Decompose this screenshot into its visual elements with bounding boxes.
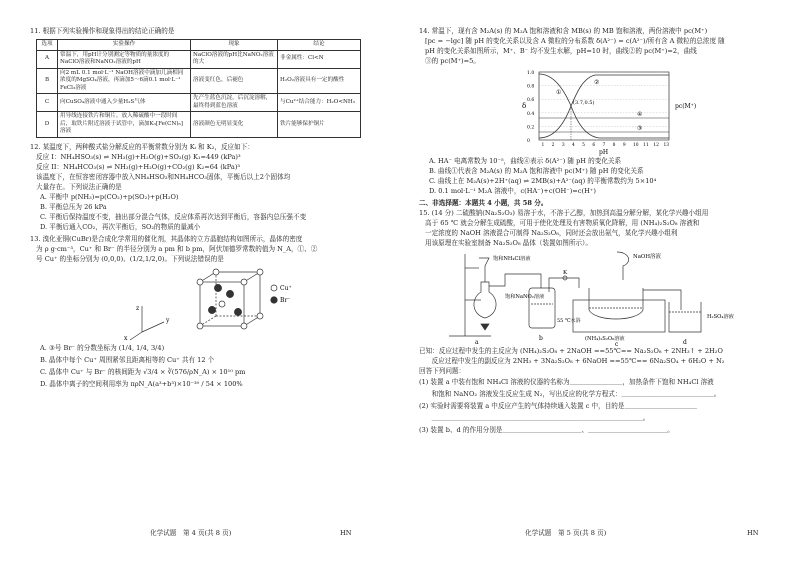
crystal-cell-figure <box>30 266 370 342</box>
y-tick-label: 0.8 <box>527 84 535 90</box>
table-cell: 先产生蓝色沉淀，后沉淀溶解，最终得到蓝色溶液 <box>191 94 278 112</box>
table-cell: 溶液颜色无明显变化 <box>191 112 278 138</box>
table-cell: C <box>37 94 58 112</box>
q14-block <box>419 26 768 196</box>
x-tick-label: 8 <box>612 143 616 148</box>
q14-line: pH 的变化关系如图所示，M⁺、B⁻ 均不发生水解，pH=10 时，曲线②的 pc(M⁺)=2，曲线 <box>425 47 697 55</box>
graph-yticks <box>527 70 534 144</box>
label-c: c <box>615 341 619 346</box>
table-header: 选项 <box>37 40 58 51</box>
q14-line: ③的 pc(M⁺)=5。 <box>425 57 480 65</box>
q13-option-b: B. 晶体中每个 Cu⁺ 周围紧邻且距离相等的 Cu⁺ 共有 12 个 <box>40 355 215 364</box>
unit-cell-icon <box>197 269 263 329</box>
curve-label-1: ① <box>556 89 562 96</box>
x-tick-label: 4 <box>572 143 575 148</box>
q14-option-a: A. HA⁻ 电离常数为 10⁻⁵，曲线④表示 δ(A²⁻) 随 pH 的变化关系 <box>429 157 622 165</box>
y-right-label: pc(M⁺) <box>675 103 697 110</box>
q13-block <box>30 234 387 390</box>
x-label: pH <box>599 149 609 156</box>
table-cell: D <box>37 112 58 138</box>
right-page <box>397 0 794 565</box>
q12-option-c: C. 平衡后保持温度不变，抽出部分混合气体，反应体系再次达到平衡后，容器内总压强不变 <box>40 212 307 221</box>
table-cell: 向CuSO₄溶液中通入少量H₂S气体 <box>58 94 191 112</box>
q15-known: 已知：反应过程中发生的主反应为 (NH₄)₂S₂O₈ + 2NaOH ==55℃== Na₂S₂O₈ + 2NH₃↑ + 2H₂O <box>419 347 723 355</box>
curve-label-4: ④ <box>637 111 643 118</box>
q14-line: 14. 常温下，现有含 M₂A(s) 的 M₂A 饱和溶液和含 MB(s) 的 MB 饱和溶液，两份溶液中 pc(M⁺) <box>419 27 708 35</box>
table-row <box>37 50 361 68</box>
graph-xticks <box>542 143 670 148</box>
x-tick-label: 6 <box>592 143 596 148</box>
q15-line: 高于 65 ℃ 就会分解生成硫酸，可用于使化处理及有害物质氧化降解，用 (NH₄)₂S₂O₈ 溶液和 <box>425 219 700 227</box>
q15-block <box>419 208 768 436</box>
x-tick-label: 12 <box>653 143 659 148</box>
exam-code-left: HN <box>340 529 352 537</box>
table-cell: H₂O₂溶液具有一定的酸性 <box>278 68 361 94</box>
cu-legend-icon <box>271 285 277 291</box>
table-header: 实验操作 <box>58 40 191 51</box>
legend-br: Br⁻ <box>280 296 291 304</box>
x-tick-label: 13 <box>663 143 670 148</box>
x-tick-label: 3 <box>561 143 565 148</box>
q15-sub-3: (3) 装置 b、d 的作用分别是＿＿＿＿＿＿＿＿＿＿＿＿、＿＿＿＿＿＿＿＿＿＿＿＿。 <box>419 426 674 434</box>
axis-z-label: z <box>136 304 140 312</box>
table-row <box>37 68 361 94</box>
table-cell: 向2 mL 0.1 mol·L⁻¹ NaOH溶液中滴加几滴相同浓度的MgSO₄溶液，再滴加5～6滴0.1 mol·L⁻¹ FeCl₃溶液 <box>58 68 191 94</box>
table-header: 结论 <box>278 40 361 51</box>
x-tick-label: 11 <box>643 143 649 148</box>
table-cell: 溶液变红色，后褪色 <box>191 68 278 94</box>
label-sat: 饱和NH₄Cl溶液 <box>493 256 531 262</box>
table-header: 现象 <box>191 40 278 51</box>
label-k: K <box>563 270 568 276</box>
q15-side-reaction: 反应过程中发生的副反应为 2NH₃ + 3Na₂S₂O₈ + 6NaOH ==55℃== 6Na₂SO₄ + 6H₂O + N₂ <box>425 357 725 365</box>
q12-block <box>30 142 387 232</box>
q12-line: 12. 某温度下，两种酸式盐分解反应的平衡常数分别为 Kᵢ 和 K₂，反应如下： <box>30 142 254 151</box>
y-tick-label: 0.4 <box>527 111 535 117</box>
table-row <box>37 112 361 138</box>
legend-cu: Cu⁺ <box>280 284 292 292</box>
x-tick-label: 7 <box>602 143 606 148</box>
graph-gridlines <box>539 72 669 140</box>
q12-line: 反应 I：NH₄HSO₃(s) ⇌ NH₃(g)+H₂O(g)+SO₂(g) K₁=449 (kPa)³ <box>36 152 241 161</box>
q14-line: [pc = −lgc] 随 pH 的变化关系以及含 A 微粒的分布系数 δ(A²⁻) = c(A²⁻)/所有含 A 微粒的总浓度 随 <box>425 37 725 45</box>
table-cell: 非金属性：Cl<N <box>278 50 361 68</box>
label-d: d <box>683 339 687 346</box>
page-footer-right: 化学试题 第 5 页(共 8 页) <box>525 529 607 537</box>
exam-code-right: HN <box>747 529 759 537</box>
q11-table <box>36 39 361 138</box>
q12-option-b: B. 平衡总压为 26 kPa <box>40 202 107 211</box>
q15-sub-2b: ＿＿＿＿＿＿＿＿＿＿＿＿＿＿＿＿＿＿＿＿＿＿＿＿＿＿＿＿＿＿＿＿。 <box>425 414 650 422</box>
distribution-graph <box>419 66 759 156</box>
q13-option-a: A. ③号 Br⁻ 的分数坐标为 (1/4, 1/4, 3/4) <box>40 343 165 352</box>
table-cell: B <box>37 68 58 94</box>
y-tick-label: 0.2 <box>527 125 535 131</box>
q15-line: 一定浓度的 NaOH 溶液混合可制得 Na₂S₂O₈，同时还会放出氨气，某化学兴趣小组利 <box>425 229 678 237</box>
axis-x-label: x <box>124 334 128 342</box>
x-tick-label: 9 <box>622 143 626 148</box>
q13-line: 13. 溴化亚铜(CuBr)是合成化学常用的催化剂，其晶体的立方晶胞结构如图所示，晶体的密度 <box>30 234 303 243</box>
q15-sub-1b: 和饱和 NaNO₂ 溶液发生反应生成 N₂，写出反应的化学方程式：＿＿＿＿＿＿＿＿＿＿＿＿＿＿。 <box>425 390 721 398</box>
q12-line: 该温度下，在恒容密闭容器中放入NH₄HSO₃和NH₄HCO₃固体，平衡后以上2个固体均 <box>36 172 291 181</box>
y-tick-label: 0.6 <box>527 98 535 104</box>
apparatus-figure <box>419 248 769 346</box>
table-row <box>37 94 361 112</box>
table-header-row <box>37 40 361 51</box>
y-tick-label: 1.0 <box>527 71 535 76</box>
table-cell: A <box>37 50 58 68</box>
q15-sub-2: (2) 实验时需要将装置 a 中反应产生的气体持续通入装置 c 中，目的是＿＿＿＿＿＿＿＿＿＿＿ <box>419 402 698 410</box>
q12-option-d: D. 平衡后通入CO₂，再次平衡后，SO₂的物质的量减小 <box>40 222 201 231</box>
x-tick-label: 10 <box>633 143 639 148</box>
y-left-label: δ <box>522 102 527 110</box>
curve-label-2: ② <box>594 79 600 86</box>
q15-sub-1: (1) 装置 a 中装有饱和 NH₄Cl 溶液的仪器的名称为＿＿＿＿＿＿＿＿，加热条件下饱和 NH₄Cl 溶液 <box>419 378 714 386</box>
q15-line: 15. (14 分) 二硫酸钠(Na₂S₂O₃) 易溶于水，不溶于乙醇，加热到高温分解分解，某化学兴趣小组用 <box>419 209 709 217</box>
q12-line: 大量存在。下列说法正确的是 <box>36 182 122 191</box>
graph-frame <box>539 72 669 140</box>
table-cell: 铁片能够保护铜片 <box>278 112 361 138</box>
label-a: a <box>475 339 479 346</box>
q14-option-c: C. 曲线上在 M₂A(s)+2H⁺(aq) ⇌ 2MB(s)+A²⁻(aq) 的平衡常数约为 5×10⁴ <box>429 177 657 185</box>
section-heading: 二、非选择题：本题共 4 小题，共 58 分。 <box>419 199 548 207</box>
q13-line: 号 Cu⁺ 的坐标分别为 (0,0,0)、(1/2,1/2,0)。下列说法错误的是 <box>36 254 224 263</box>
q14-option-b: B. 曲线①代表含 M₂A(s) 的 M₂A 饱和溶液中 pc(M⁺) 随 pH 的变化关系 <box>429 167 644 175</box>
label-salt: (NH₄)₂S₂O₈溶液 <box>585 336 625 342</box>
axis-y-label: y <box>166 316 170 324</box>
label-nano2: 饱和NaNO₂溶液 <box>505 294 545 300</box>
point-label: (3.7,0.5) <box>573 100 595 106</box>
q15-answer-prompt: 回答下列问题： <box>419 367 466 375</box>
q13-line: 为 ρ g·cm⁻³，Cu⁺ 和 Br⁻ 的半径分别为 a pm 和 b pm，阿伏加德罗常数的值为 N_A，①、② <box>36 244 318 253</box>
q11-stem: 11. 根据下列实验操作和现象得出的结论正确的是 <box>30 27 175 35</box>
y-tick-label: 0 <box>527 139 530 144</box>
q13-option-d: D. 晶体中离子的空间利用率为 πρN_A(a³+b³)×10⁻³⁰ / 54 × 100% <box>40 379 243 388</box>
label-b: b <box>539 335 543 342</box>
label-naoh: NaOH溶液 <box>633 254 661 260</box>
q13-option-c: C. 晶体中 Cu⁺ 与 Br⁻ 的核间距为 √3/4 × ∛(576/ρN_A) × 10¹⁰ pm <box>40 367 246 376</box>
q12-line: 反应 II：NH₄HCO₃(s) ⇌ NH₃(g)+H₂O(g)+CO₂(g) K₂=64 (kPa)³ <box>36 162 241 171</box>
q14-option-d: D. 0.1 mol·L⁻¹ M₂A 溶液中，c(HA⁻)+c(OH⁻)=c(H⁺) <box>429 187 596 195</box>
curve-label-3: ③ <box>637 125 643 132</box>
x-tick-label: 1 <box>541 143 545 148</box>
label-temp: 55 ℃水浴 <box>557 318 581 324</box>
x-tick-label: 2 <box>551 143 555 148</box>
q15-line: 用该原理在实验室制备 Na₂S₂O₈ 晶体（装置如图所示）。 <box>425 239 592 247</box>
table-cell: 与Cu²⁺结合能力：H₂O<NH₃ <box>278 94 361 112</box>
page-footer-left: 化学试题 第 4 页(共 8 页) <box>150 529 232 537</box>
x-tick-label: 5 <box>582 143 585 148</box>
q12-option-a: A. 平衡中 p(NH₃)=p(CO₂)+p(SO₂)+p(H₂O) <box>40 192 179 201</box>
table-cell: 用导线连接铁片和铜片，放入稀硫酸中一段时间后，取铁片附近溶液于试管中，滴加K₃[Fe(CN)₆]溶液 <box>58 112 191 138</box>
table-cell: 常温下，用pH计分别测定等物质的量浓度的NaClO溶液和NaNO₂溶液的pH <box>58 50 191 68</box>
table-cell: NaClO溶液的pH比NaNO₂溶液的大 <box>191 50 278 68</box>
br-legend-icon <box>270 296 277 303</box>
label-h2so4: H₂SO₄溶液 <box>707 314 734 320</box>
